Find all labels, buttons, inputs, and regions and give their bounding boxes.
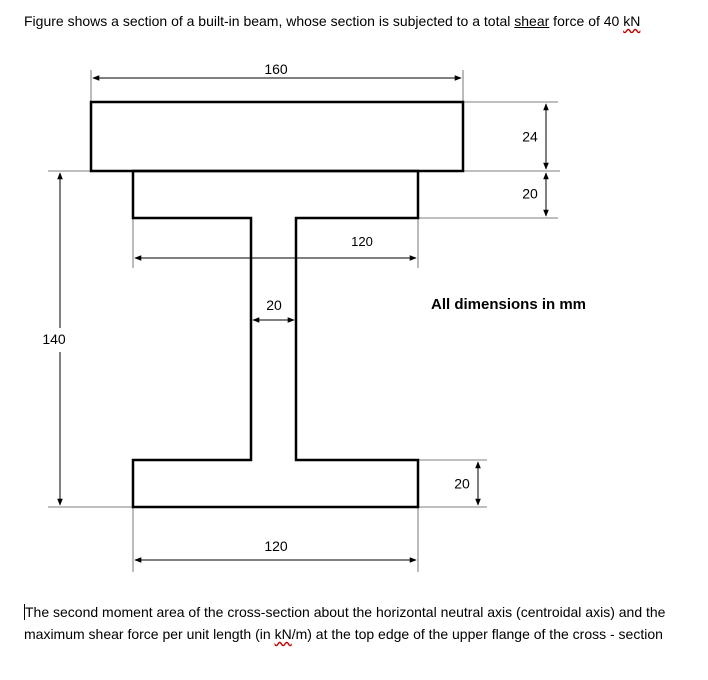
i-section bbox=[133, 171, 418, 507]
intro-text: Figure shows a section of a built-in beam, whose section is subjected to a total bbox=[24, 13, 515, 29]
label-bottom-flange-thickness: 20 bbox=[454, 475, 470, 492]
label-web-thickness: 20 bbox=[266, 297, 282, 313]
intro-text-middle: force of 40 bbox=[549, 13, 624, 29]
top-plate bbox=[91, 102, 463, 171]
question-text-before: The second moment area of the cross-section about the horizontal neutral axis (centroidal axis) and the maximum shear force per unit length (in bbox=[24, 604, 666, 642]
dimensions-note: All dimensions in mm bbox=[431, 296, 587, 313]
question-unit-kn: kN bbox=[274, 626, 292, 642]
question-text-after: /m) at the top edge of the upper flange of the cross - section bbox=[291, 626, 663, 642]
label-second-flange-thickness: 20 bbox=[522, 185, 538, 202]
shear-word: shear bbox=[514, 13, 550, 29]
unit-kn: kN bbox=[623, 13, 641, 29]
label-top-flange-thickness: 24 bbox=[522, 128, 538, 145]
label-top-width: 160 bbox=[264, 61, 288, 77]
extension-lines bbox=[48, 70, 560, 572]
label-second-flange-width: 120 bbox=[351, 234, 373, 249]
label-total-height: 140 bbox=[42, 331, 66, 347]
question-text bbox=[24, 601, 699, 645]
label-bottom-width: 120 bbox=[264, 538, 288, 554]
